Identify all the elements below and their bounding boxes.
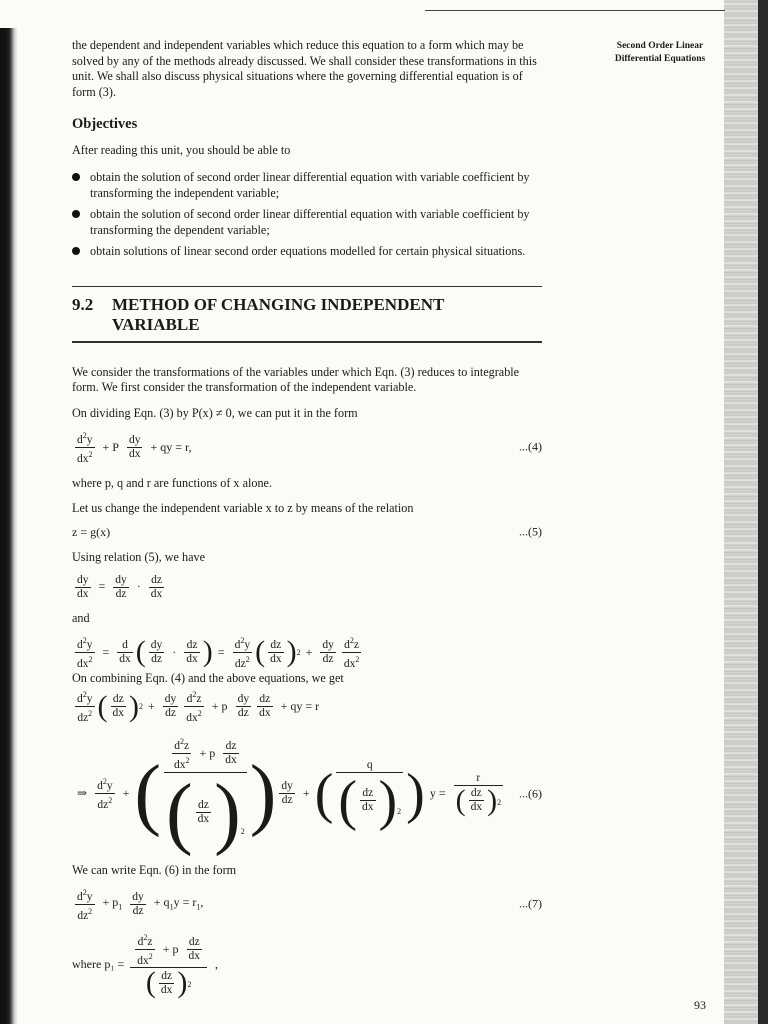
bullet-icon — [72, 210, 80, 218]
section-rule-bottom — [72, 341, 542, 343]
section-title-line1: METHOD OF CHANGING INDEPENDENT — [112, 295, 445, 314]
body-paragraph-4: Let us change the independent variable x to z by means of the relation — [72, 501, 414, 516]
body-paragraph-6: and — [72, 610, 90, 625]
main-content — [72, 38, 542, 998]
running-header — [585, 40, 735, 66]
scan-right-edge — [724, 0, 768, 1024]
running-header-line2: Differential Equations — [614, 54, 706, 64]
equation-number-6: ...(6) — [519, 786, 542, 801]
list-item: obtain solutions of linear second order equations modelled for certain physical situations. — [72, 244, 542, 260]
equation-5-text: z = g(x) — [72, 524, 111, 539]
equation-p1-definition: where p₁ = $\frac{d^2z}{dx^2}$ + p $\frac{dz}{dx}$ ( $\frac{dz}{dx}$ ) $^2$ , — [72, 932, 219, 1000]
list-item: obtain the solution of second order linear differential equation with variable coefficient by transforming the dependent variable; — [72, 207, 542, 238]
equation-combined: $\frac{d^2y}{dz^2}$ ( $\frac{dz}{dx}$ ) 2 + $\frac{dy}{dz}$ $\frac{d^2z}{dx^2}$ + p $\frac{dy}{dz}$ $\frac{dz}{dx}$ + qy = r — [77, 689, 320, 724]
equation-5 — [72, 525, 542, 541]
body-paragraph-8: We can write Eqn. (6) in the form — [72, 862, 237, 877]
equation-number-5: ...(5) — [519, 524, 542, 539]
top-rule — [425, 10, 725, 11]
equation-number-7: ...(7) — [519, 896, 542, 911]
where-p1-label: where p₁ = — [72, 956, 125, 971]
equation-number-4: ...(4) — [519, 439, 542, 454]
objectives-heading: Objectives — [72, 116, 138, 132]
equation-second-derivative: $\frac{d^2y}{dx^2}$ = $\frac{d}{dx}$ ( $\frac{dy}{dz}$ · $\frac{dz}{dx}$ ) = $\frac{d^2y}{dz^2}$ ( $\frac{dz}{dx}$ ) 2 + $\frac{dy}{dz}$ $\frac{d^2z}{dx^2}$ — [77, 635, 360, 670]
objectives-lead: After reading this unit, you should be able to — [72, 142, 291, 157]
equation-4: $\frac{d^2y}{dx^2}$ + P $\frac{dy}{dx}$ + qy = r, ...(4) — [77, 431, 542, 465]
running-header-line1: Second Order Linear — [616, 41, 704, 51]
body-paragraph-3: where p, q and r are functions of x alone. — [72, 475, 273, 490]
page-number: 93 — [694, 998, 706, 1012]
equation-7: $\frac{d^2y}{dz^2}$ + $p_1$ $\frac{dy}{dz}$ + $q_1y = r_1$, ...(7) — [77, 888, 542, 922]
body-paragraph-1: We consider the transformations of the variables under which Eqn. (3) reduces to integrable form. We first consider the transformation of the independent variable. — [72, 364, 520, 394]
scan-left-edge — [0, 28, 18, 1024]
section-title — [72, 287, 542, 341]
bullet-icon — [72, 247, 80, 255]
equation-6: ⇒ $\frac{d^2y}{dz^2}$ + ( $\frac{d^2z}{dx^2}$ + p $\frac{dz}{dx}$ ( $\frac{dz}{dx}$ ) $^2$ ) $\frac{dy}{dz}$ + ( q ( $\frac{dz}{dx}$ ) $^2$ ) y = r ( $\frac{dz}{dx}$ ) $^2$ ...(6) — [77, 736, 542, 857]
body-paragraph-5: Using relation (5), we have — [72, 550, 206, 565]
intro-paragraph: the dependent and independent variables which reduce this equation to a form which may be solved by any of the methods already discussed. We shall consider these transformations in this unit. We shall also discuss physical situations where the governing differential equation is of form (3). — [72, 38, 537, 99]
objectives-list — [72, 170, 542, 260]
list-item: obtain the solution of second order linear differential equation with variable coefficient by transforming the independent variable; — [72, 170, 542, 201]
section-title-line2: VARIABLE — [112, 315, 200, 334]
section-heading — [72, 286, 542, 343]
section-number: 9.2 — [72, 295, 94, 314]
equation-chain-rule: $\frac{dy}{dx}$ = $\frac{dy}{dz}$ · $\frac{dz}{dx}$ — [77, 573, 163, 600]
body-paragraph-2: On dividing Eqn. (3) by P(x) ≠ 0, we can put it in the form — [72, 405, 358, 420]
body-paragraph-7: On combining Eqn. (4) and the above equations, we get — [72, 670, 344, 685]
bullet-icon — [72, 173, 80, 181]
